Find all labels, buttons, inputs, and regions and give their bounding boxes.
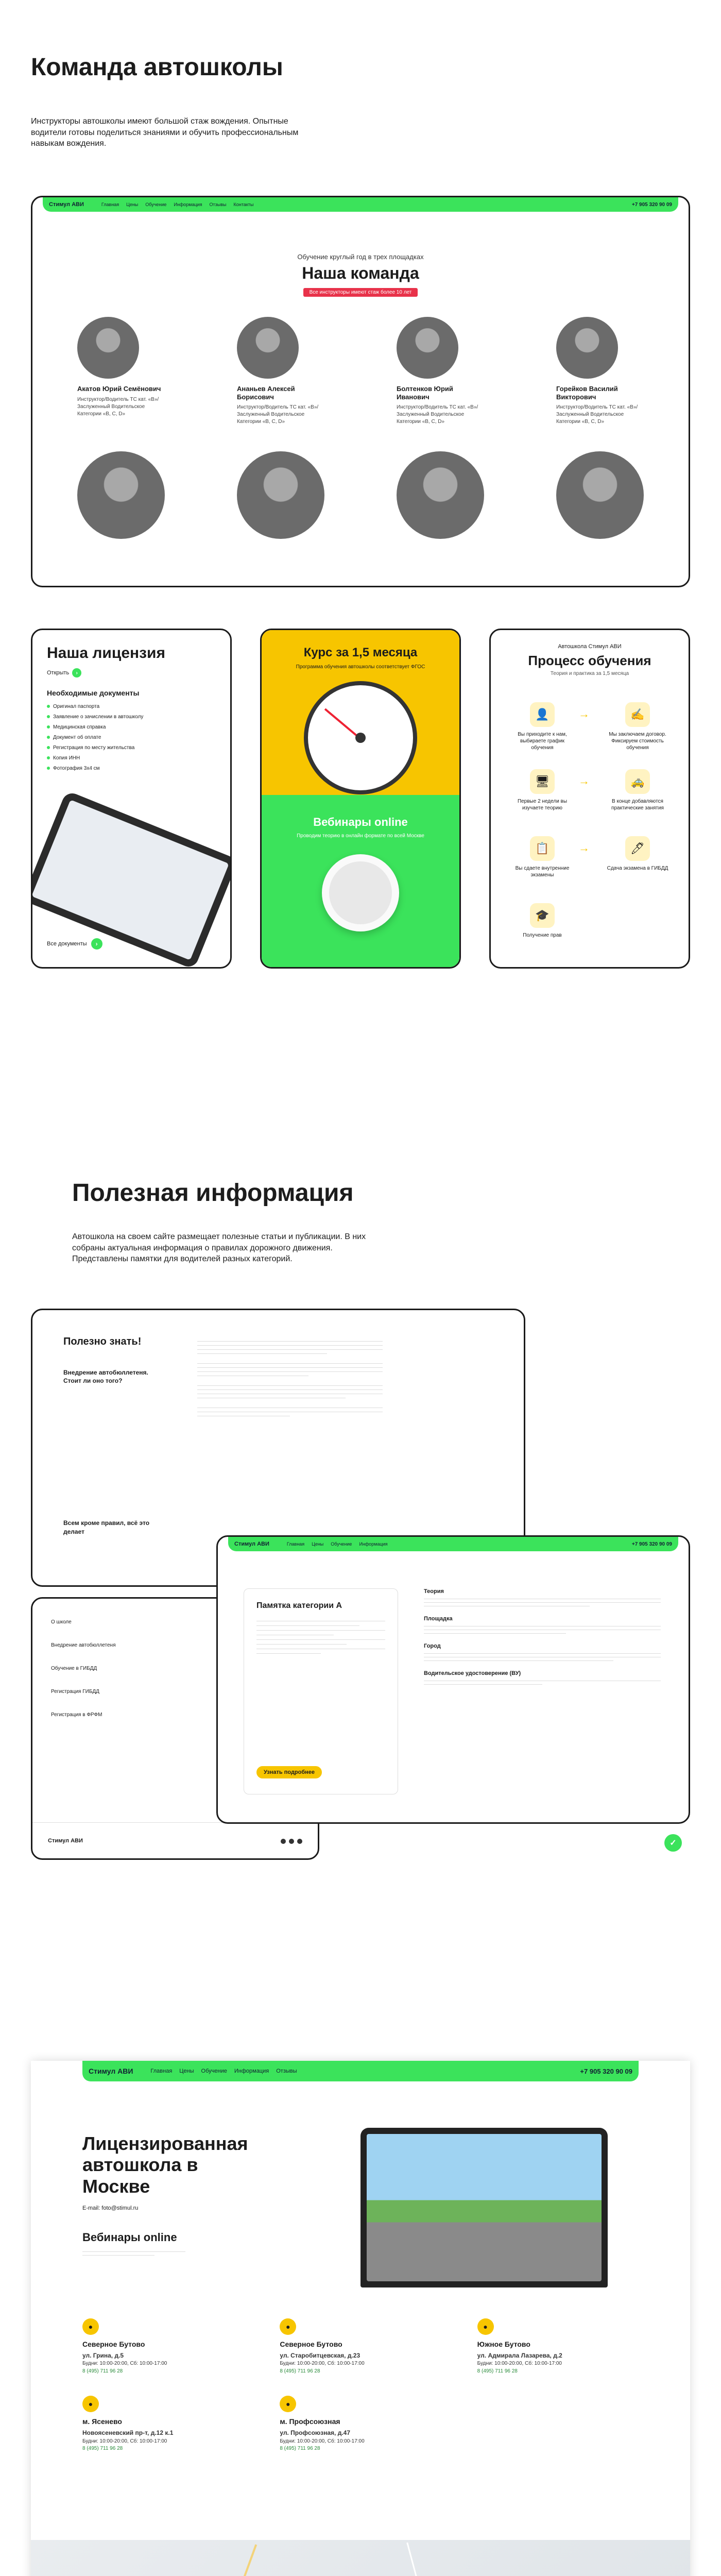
more-button[interactable]: Узнать подробнее	[256, 1766, 322, 1778]
team-heading: Наша команда	[302, 264, 419, 282]
webinar-title: Вебинары online	[313, 816, 408, 828]
team-member	[77, 317, 165, 426]
office-card: ● Северное Бутово ул. Старобитцевская, д.23 Будни: 10:00-20:00, Сб: 10:00-17:00 8 (495) 711 96 28	[280, 2318, 441, 2375]
avatar	[77, 451, 165, 539]
course-title: Курс за 1,5 месяца	[303, 646, 418, 659]
avatar	[556, 317, 618, 379]
course-text: Программа обучения автошколы соответствует ФГОС	[296, 664, 425, 670]
landing-webinar: Вебинары online	[82, 2231, 177, 2244]
doc-item: Документ об оплате	[47, 734, 216, 741]
footer-link[interactable]: Обучение в ГИБДД	[51, 1666, 97, 1671]
process-card	[489, 629, 690, 969]
footer-logo[interactable]: Стимул АВИ	[48, 1837, 83, 1844]
nav-phone[interactable]: +7 905 320 90 09	[580, 2067, 632, 2075]
nav-item[interactable]: Отзывы	[276, 2068, 297, 2074]
process-step: 👤 Вы приходите к нам, выбираете график обучения	[511, 702, 573, 751]
team-subtitle: Обучение круглый год в трех площадках	[297, 253, 424, 261]
nav-item[interactable]: Обучение	[145, 202, 167, 207]
member-desc: Инструктор/Водитель ТС кат. «В»/Заслуженный Водительское Категории «В, С, D»	[77, 396, 159, 417]
nav-item[interactable]: Контакты	[233, 202, 254, 207]
memo-content	[424, 1588, 661, 1688]
arrow-right-icon[interactable]: ›	[91, 938, 102, 950]
info-footer	[32, 1822, 318, 1858]
team-member	[237, 317, 324, 426]
process-step: 🎓 Получение прав	[511, 903, 573, 939]
all-docs-link[interactable]: Все документы	[47, 941, 87, 947]
doc-item: Заявление о зачислении в автошколу	[47, 714, 216, 720]
nav-item[interactable]: Информация	[234, 2068, 269, 2074]
doc-item: Регистрация по месту жительства	[47, 744, 216, 751]
office-card: ● Северное Бутово ул. Грина, д.5 Будни: 10:00-20:00, Сб: 10:00-17:00 8 (495) 711 96 28	[82, 2318, 244, 2375]
docs-title: Необходимые документы	[47, 689, 140, 697]
nav-item[interactable]: Обучение	[331, 1541, 352, 1547]
team-screen	[31, 196, 690, 587]
team-member	[397, 317, 484, 426]
nav-item[interactable]: Главная	[150, 2068, 173, 2074]
member-name: Болтенков Юрий Иванович	[397, 385, 453, 401]
course-bottom	[262, 795, 459, 967]
memo-card	[244, 1588, 398, 1794]
section-intro-info: Автошкола на своем сайте размещает полезные статьи и публикации. В них собраны актуальная информация о правилах дорожного движения. Представлены памятки для водителей разных категорий.	[72, 1232, 366, 1264]
office-card: ● м. Профсоюзная ул. Профсоюзная, д.47 Будни: 10:00-20:00, Сб: 10:00-17:00 8 (495) 711 96 28	[280, 2396, 441, 2452]
member-name: Акатов Юрий Семёнович	[77, 385, 161, 393]
nav-item[interactable]: Главная	[286, 1541, 305, 1547]
license-title: Наша лицензия	[47, 645, 165, 662]
site-logo[interactable]: Стимул АВИ	[49, 201, 84, 208]
memo-section-title: Теория	[424, 1588, 444, 1595]
nav-item[interactable]: Цены	[126, 202, 139, 207]
office-card: ● м. Ясенево Новоясеневский пр-т, д.12 к.1 Будни: 10:00-20:00, Сб: 10:00-17:00 8 (495) 711 96 28	[82, 2396, 244, 2452]
avatar	[397, 317, 458, 379]
info-screen-title: Полезно знать!	[63, 1336, 142, 1347]
footer-link[interactable]: О школе	[51, 1619, 72, 1625]
location-pin-icon: ●	[477, 2318, 494, 2335]
social-icon[interactable]	[281, 1839, 286, 1844]
webcam-icon	[322, 854, 399, 931]
nav-item[interactable]: Информация	[359, 1541, 388, 1547]
avatar	[397, 451, 484, 539]
landing-screen	[31, 2061, 690, 2576]
avatar	[237, 451, 324, 539]
memo-section-title: Водительское удостоверение (ВУ)	[424, 1670, 521, 1676]
process-subtitle: Теория и практика за 1,5 месяца	[550, 671, 629, 676]
social-icon[interactable]	[297, 1839, 302, 1844]
memo-section-title: Площадка	[424, 1616, 453, 1622]
process-step: 🚕 В конце добавляются практические занятия	[607, 769, 668, 811]
landing-email[interactable]: E-mail: foto@stimul.ru	[82, 2205, 139, 2211]
landing-heading: Лицензированная автошкола в Москве	[82, 2133, 248, 2197]
location-pin-icon: ●	[82, 2318, 99, 2335]
license-link[interactable]: Открыть	[47, 670, 70, 676]
footer-link[interactable]: Внедрение автобюллетеня	[51, 1642, 116, 1648]
section-title-team: Команда автошколы	[31, 54, 283, 81]
site-nav	[228, 1537, 678, 1551]
section-title-info: Полезная информация	[72, 1179, 354, 1207]
office-card: ● Южное Бутово ул. Адмирала Лазарева, д.2 Будни: 10:00-20:00, Сб: 10:00-17:00 8 (495) 711 96 28	[477, 2318, 639, 2375]
course-top	[262, 630, 459, 795]
nav-item[interactable]: Обучение	[201, 2068, 227, 2074]
social-icon[interactable]	[289, 1839, 294, 1844]
doc-item: Фотография 3х4 см	[47, 765, 216, 772]
arrow-right-icon[interactable]: ›	[72, 668, 81, 677]
article-text	[197, 1341, 383, 1420]
arrow-right-icon: →	[578, 841, 590, 854]
member-desc: Инструктор/Водитель ТС кат. «В»/Заслуженный Водительское Категории «В, С, D»	[397, 404, 478, 425]
info-screen-2	[216, 1535, 690, 1824]
article-link[interactable]: Внедрение автобюллетеня. Стоит ли оно того?	[63, 1369, 148, 1385]
avatar	[77, 317, 139, 379]
site-logo[interactable]: Стимул АВИ	[234, 1541, 269, 1547]
memo-section-title: Город	[424, 1643, 441, 1649]
nav-item[interactable]: Цены	[179, 2068, 194, 2074]
location-pin-icon: ●	[280, 2318, 296, 2335]
process-title: Процесс обучения	[528, 653, 651, 668]
nav-item[interactable]: Отзывы	[209, 202, 227, 207]
doc-item: Копия ИНН	[47, 755, 216, 761]
member-desc: Инструктор/Водитель ТС кат. «В»/Заслуженный Водительское Категории «В, С, D»	[237, 404, 319, 425]
member-name: Горейков Василий Викторович	[556, 385, 618, 401]
memo-title: Памятка категории A	[256, 1601, 342, 1610]
course-card	[260, 629, 461, 969]
nav-item[interactable]: Информация	[174, 202, 202, 207]
location-pin-icon: ●	[280, 2396, 296, 2412]
avatar	[237, 317, 299, 379]
chat-icon[interactable]: ✓	[664, 1834, 682, 1852]
process-step: 📋 Вы сдаете внутренние экзамены	[511, 836, 573, 878]
nav-item[interactable]: Главная	[101, 202, 119, 207]
process-step: 🖊 Сдача экзамена в ГИБДД	[607, 836, 668, 872]
location-pin-icon: ●	[82, 2396, 99, 2412]
arrow-right-icon: →	[578, 774, 590, 787]
section-intro-team: Инструкторы автошколы имеют большой стаж вождения. Опытные водители готовы поделиться знаниями и обучить профессиональным навыкам вождения.	[31, 117, 299, 148]
webinar-text: Проводим теорию в онлайн формате по всей Москве	[297, 833, 424, 839]
map[interactable]	[31, 2540, 690, 2576]
doc-item: Оригинал паспорта	[47, 703, 216, 710]
laptop-image	[360, 2128, 608, 2287]
member-name: Ананьев Алексей Борисович	[237, 385, 295, 401]
process-step: 🖥 Первые 2 недели вы изучаете теорию	[511, 769, 573, 811]
nav-item[interactable]: Цены	[312, 1541, 324, 1547]
footer-link[interactable]: Регистрация в ФРФМ	[51, 1712, 102, 1718]
nav-phone[interactable]: +7 905 320 90 09	[631, 1541, 672, 1547]
team-badge: Все инструкторы имеют стаж более 10 лет	[303, 288, 418, 297]
avatar	[556, 451, 644, 539]
office-grid	[82, 2318, 639, 2453]
doc-item: Медицинская справка	[47, 724, 216, 731]
member-desc: Инструктор/Водитель ТС кат. «В»/Заслуженный Водительское Категории «В, С, D»	[556, 404, 638, 425]
process-brand: Автошкола Стимул АВИ	[558, 643, 622, 650]
team-member	[556, 317, 644, 426]
site-logo[interactable]: Стимул АВИ	[89, 2067, 133, 2075]
speedometer-icon	[304, 681, 417, 794]
arrow-right-icon: →	[578, 707, 590, 720]
site-nav	[82, 2061, 639, 2081]
footer-link[interactable]: Регистрация ГИБДД	[51, 1689, 99, 1694]
nav-phone[interactable]: +7 905 320 90 09	[631, 201, 672, 208]
license-card	[31, 629, 232, 969]
site-nav	[43, 197, 678, 212]
article-link[interactable]: Всем кроме правил, всё это делает	[63, 1519, 150, 1535]
process-step: ✍ Мы заключаем договор. Фиксируем стоимость обучения	[607, 702, 668, 751]
